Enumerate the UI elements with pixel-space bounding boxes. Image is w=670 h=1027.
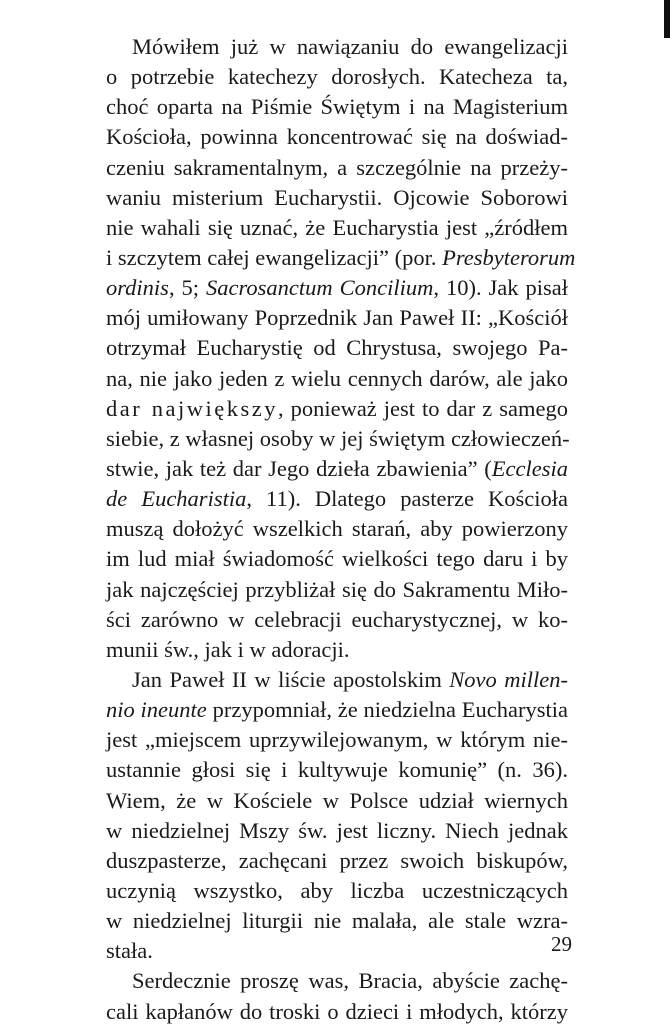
spaced-emphasis: dar największy	[106, 395, 278, 421]
text-line: duszpasterze, zachęcani przez swoich biskupów,	[106, 847, 568, 873]
text-line: w niedzielnej Mszy św. jest liczny. Niech jednak	[106, 817, 568, 843]
italic-title: Sacrosanctum Concilium	[206, 275, 434, 301]
paragraph-1	[106, 32, 576, 665]
text-line: Serdecznie proszę was, Bracia, abyście zachę-	[132, 968, 568, 994]
text-line: cali kapłanów do troski o dzieci i młodych, którzy	[106, 998, 568, 1024]
text-line: nio ineunte przypomniał, że niedzielna Eucharystia	[106, 697, 568, 723]
page-edge-mark	[664, 0, 670, 38]
italic-title: Ecclesia	[491, 455, 568, 481]
text-line: munii św., jak i w adoracji.	[106, 636, 350, 662]
text-line: Wiem, że w Kościele w Polsce udział wiernych	[106, 787, 568, 813]
paragraph-3	[106, 966, 568, 1026]
text-line: w niedzielnej liturgii nie malała, ale stale wzra-	[106, 908, 568, 934]
document-body	[106, 32, 576, 1027]
text-line: jest „miejscem uprzywilejowanym, w którym nie-	[106, 727, 568, 753]
text-line: muszą dołożyć wszelkich starań, aby powierzony	[106, 516, 568, 542]
text-line: Mówiłem już w nawiązaniu do ewangelizacji	[132, 34, 568, 59]
text-line: dar największy, ponieważ jest to dar z samego	[106, 395, 568, 421]
text-line: mój umiłowany Poprzednik Jan Paweł II: „Kościół	[106, 305, 568, 331]
text-line: Kościoła, powinna koncentrować się na doświad-	[106, 124, 568, 150]
text-line: stała.	[106, 938, 153, 964]
text-line: nie wahali się uznać, że Eucharystia jest „źródłem	[106, 214, 568, 240]
text-line: Jan Paweł II w liście apostolskim Novo millen-	[132, 666, 568, 692]
text-line: waniu misterium Eucharystii. Ojcowie Soborowi	[106, 184, 568, 210]
text-line: ordinis, 5; Sacrosanctum Concilium, 10). Jak pisał	[106, 275, 568, 301]
text-line: stwie, jak też dar Jego dzieła zbawienia” (Ecclesia	[106, 455, 568, 481]
italic-title: Novo millen-	[449, 666, 568, 692]
text-line: uczynią wszystko, aby liczba uczestniczących	[106, 877, 568, 903]
page-number: 29	[551, 932, 572, 956]
text-line: jak najczęściej przybliżał się do Sakramentu Miło-	[106, 576, 568, 602]
text-line: ustannie głosi się i kultywuje komunię” (n. 36).	[106, 757, 568, 783]
text-line: na, nie jako jeden z wielu cennych darów, ale jako	[106, 365, 568, 391]
text-line: ści zarówno w celebracji eucharystycznej, w ko-	[106, 606, 568, 632]
text-line: czeniu sakramentalnym, a szczególnie na przeży-	[106, 154, 568, 180]
italic-title: de Eucharistia	[106, 486, 247, 512]
text-line: de Eucharistia, 11). Dlatego pasterze Kościoła	[106, 486, 568, 512]
italic-title: nio ineunte	[106, 697, 207, 723]
italic-title: Presbyterorum	[442, 244, 576, 270]
text-line: siebie, z własnej osoby w jej świętym człowieczeń-	[106, 425, 570, 451]
text-line: choć oparta na Piśmie Świętym i na Magisterium	[106, 94, 568, 120]
paragraph-2	[106, 665, 568, 966]
italic-title: ordinis	[106, 275, 169, 301]
text-line: o potrzebie katechezy dorosłych. Katecheza ta,	[106, 64, 568, 90]
text-line: im lud miał świadomość wielkości tego daru i by	[106, 546, 568, 572]
text-line: otrzymał Eucharystię od Chrystusa, swojego Pa-	[106, 335, 568, 361]
text-line: i szczytem całej ewangelizacji” (por. Presbyterorum	[106, 244, 576, 270]
